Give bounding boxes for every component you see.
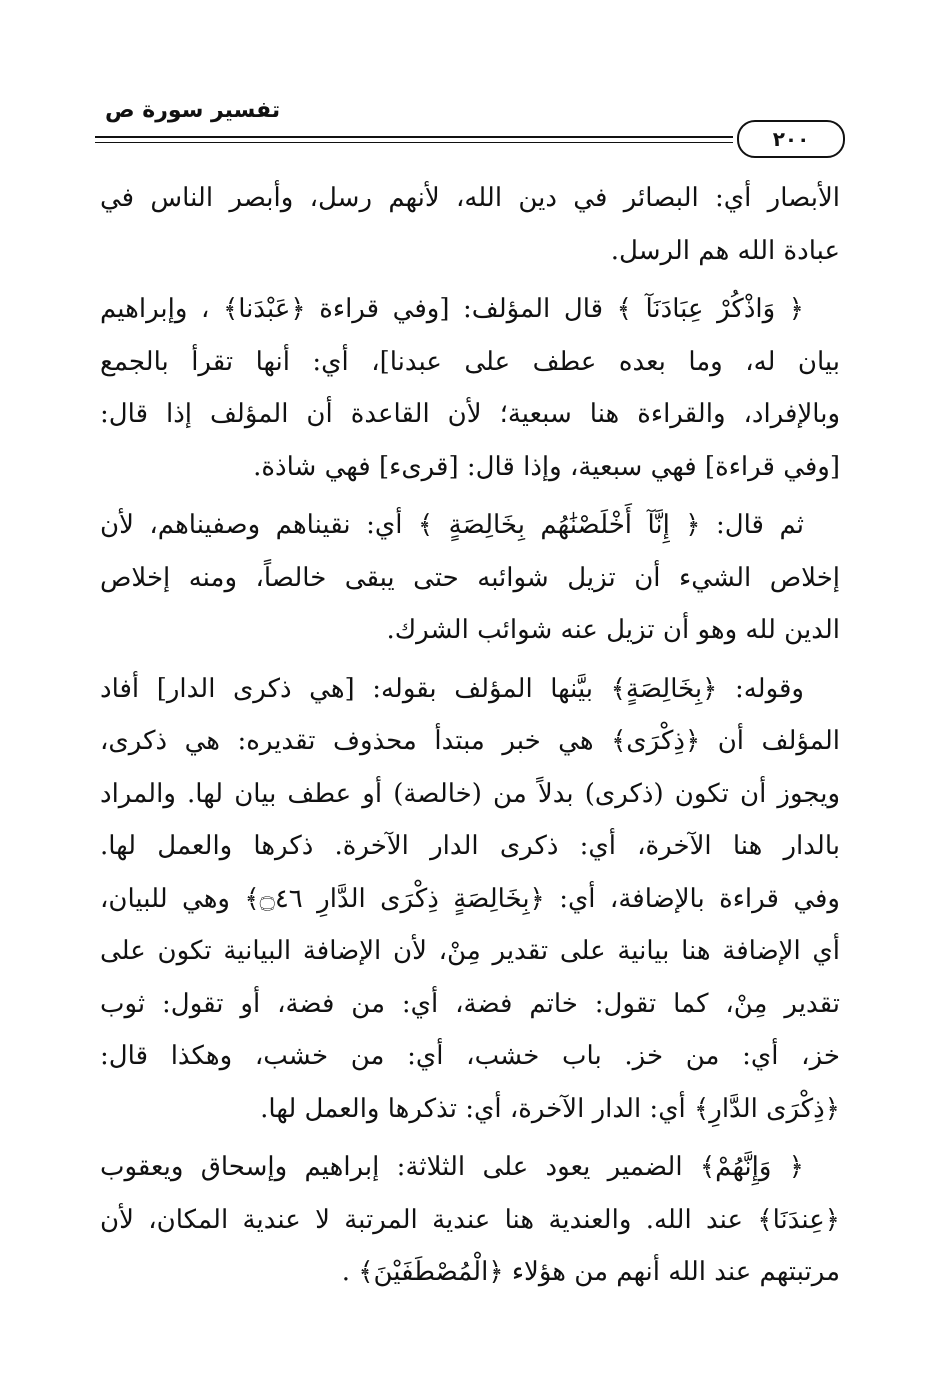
paragraph: [100, 499, 840, 657]
header-rule: [95, 136, 733, 143]
text-line: إخلاص الشيء أن تزيل شوائبه حتى يبقى خالصاً، ومنه إخلاص: [100, 562, 840, 593]
text-line: أي الإضافة هنا بيانية على تقدير مِنْ، لأن الإضافة البيانية تكون على: [100, 936, 840, 966]
paragraph: [100, 663, 840, 1136]
text-line: عبادة الله هم الرسل.: [610, 235, 840, 266]
text-line: بالدار هنا الآخرة، أي: ذكرى الدار الآخرة. ذكرها والعمل لها.: [100, 831, 840, 861]
text-line: ثم قال: ﴿ إِنَّآ أَخْلَصْنَٰهُم بِخَالِصَةٍ ﴾ أي: نقيناهم وصفيناهم، لأن: [100, 510, 804, 540]
text-line: تقدير مِنْ، كما تقول: خاتم فضة، أي: من فضة، أو تقول: ثوب: [100, 988, 840, 1019]
text-line: بيان له، وما بعده عطف على عبدنا]، أي: أنها تقرأ بالجمع: [100, 346, 840, 377]
body-text: [100, 172, 840, 1299]
page-number: ٢٠٠: [737, 120, 845, 158]
text-line: وبالإفراد، والقراءة هنا سبعية؛ لأن القاعدة أن المؤلف إذا قال:: [100, 399, 840, 429]
text-line: ويجوز أن تكون (ذكرى) بدلاً من (خالصة) أو عطف بيان لها. والمراد: [100, 778, 840, 809]
text-line: مرتبتهم عند الله أنهم من هؤلاء ﴿الْمُصْطَفَيْنَ﴾ .: [341, 1257, 840, 1287]
text-line: ﴿ وَإِنَّهُمْ﴾ الضمير يعود على الثلاثة: إبراهيم وإسحاق ويعقوب: [100, 1152, 804, 1182]
text-line: ﴿ وَاذْكُرْ عِبَادَنَآ ﴾ قال المؤلف: [وفي قراءة ﴿عَبْدَنا﴾ ، وإبراهيم: [100, 294, 804, 324]
text-line: وقوله: ﴿بِخَالِصَةٍ﴾ بيَّنها المؤلف بقوله: [هي ذكرى الدار] أفاد: [100, 673, 804, 704]
text-line: ﴿ذِكْرَى الدَّارِ﴾ أي: الدار الآخرة، أي: تذكرها والعمل لها.: [260, 1093, 840, 1124]
text-line: المؤلف أن ﴿ذِكْرَى﴾ هي خبر مبتدأ محذوف تقديره: هي ذكرى،: [100, 726, 840, 756]
text-line: [وفي قراءة] فهي سبعية، وإذا قال: [قرىء] فهي شاذة.: [253, 451, 840, 482]
paragraph: [100, 283, 840, 493]
text-line: ﴿عِندَنَا﴾ عند الله. والعندية هنا عندية المرتبة لا عندية المكان، لأن: [100, 1204, 840, 1235]
text-line: وفي قراءة بالإضافة، أي: ﴿بِخَالِصَةٍ ذِكْرَى الدَّارِ ۝٤٦﴾ وهي للبيان،: [100, 883, 840, 914]
text-line: الدين لله وهو أن تزيل عنه شوائب الشرك.: [386, 615, 840, 645]
running-title: تفسير سورة ص: [105, 98, 281, 123]
text-line: خز، أي: من خز. باب خشب، أي: من خشب، وهكذا قال:: [100, 1041, 840, 1071]
paragraph: [100, 1141, 840, 1299]
paragraph: [100, 172, 840, 277]
text-line: الأبصار أي: البصائر في دين الله، لأنهم رسل، وأبصر الناس في: [100, 183, 840, 213]
page-header: [95, 96, 845, 156]
